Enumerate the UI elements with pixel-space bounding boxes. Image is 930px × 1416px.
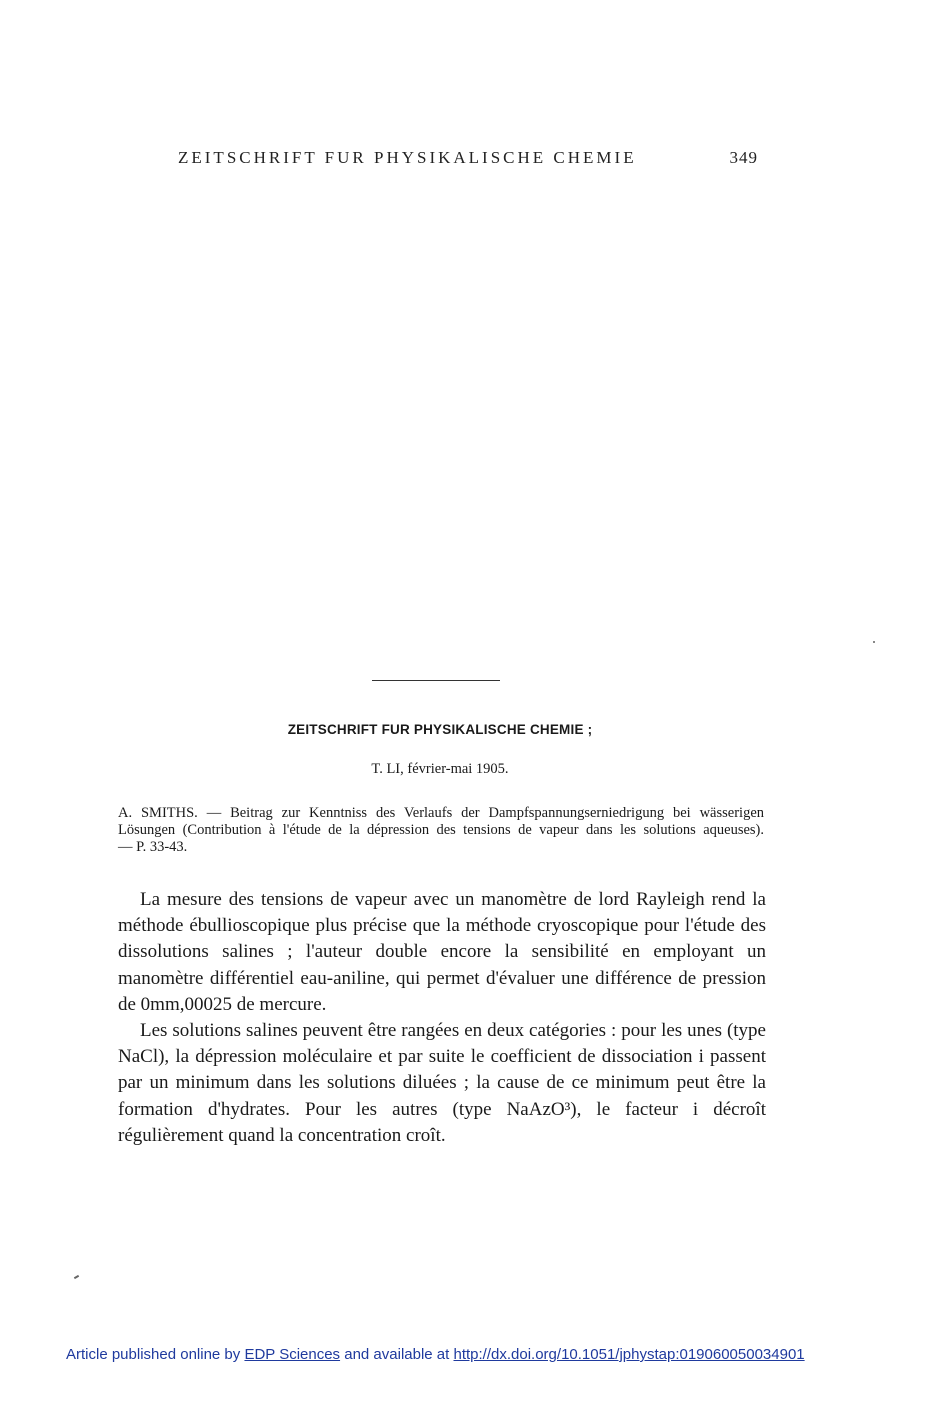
section-divider [372,680,500,681]
footer-middle: and available at [344,1346,450,1363]
journal-issue: T. LI, février-mai 1905. [371,761,509,777]
doi-link[interactable]: http://dx.doi.org/10.1051/jphystap:019060050034901 [453,1346,805,1363]
article-citation [118,805,764,856]
publication-footer [66,1346,926,1363]
body-paragraph-1: La mesure des tensions de vapeur avec un manomètre de lord Rayleigh rend la méthode ébullioscopique plus précise que la méthode cryoscopique pour l'étude des dissolutions salines ; l'auteur double encore la sensibilité en employant un manomètre différentiel eau-aniline, qui permet d'évaluer une différence de pression de 0mm,00025 de mercure. [118,889,766,1015]
body-paragraph-2: Les solutions salines peuvent être rangées en deux catégories : pour les unes (type NaCl), la dépression moléculaire et par suite le coefficient de dissociation i passent par un minimum dans les solutions diluées ; la cause de ce minimum peut être la formation d'hydrates. Pour les autres (type NaAzO³), le facteur i décroît régulièrement quand la concentration croît. [118,1020,766,1146]
running-head-title: ZEITSCHRIFT FUR PHYSIKALISCHE CHEMIE [178,148,637,167]
publisher-link[interactable]: EDP Sciences [244,1346,341,1363]
footer-prefix: Article published online by [66,1346,241,1363]
citation-pages: — P. 33-43. [118,839,188,855]
journal-title: ZEITSCHRIFT FUR PHYSIKALISCHE CHEMIE ; [287,722,593,737]
page-number: 349 [729,148,758,167]
scan-speck [74,1275,79,1279]
article-body [118,887,766,1149]
citation-text: — Beitrag zur Kenntniss des Verlaufs der Dampfspannungserniedrigung bei wässerigen Lösungen (Contribution à l'étude de la dépression des tensions de vapeur dans les solutions aqueuses). [118,805,764,838]
scan-speck [873,641,875,643]
running-head [178,148,758,168]
citation-author: A. SMITHS. [118,805,198,821]
